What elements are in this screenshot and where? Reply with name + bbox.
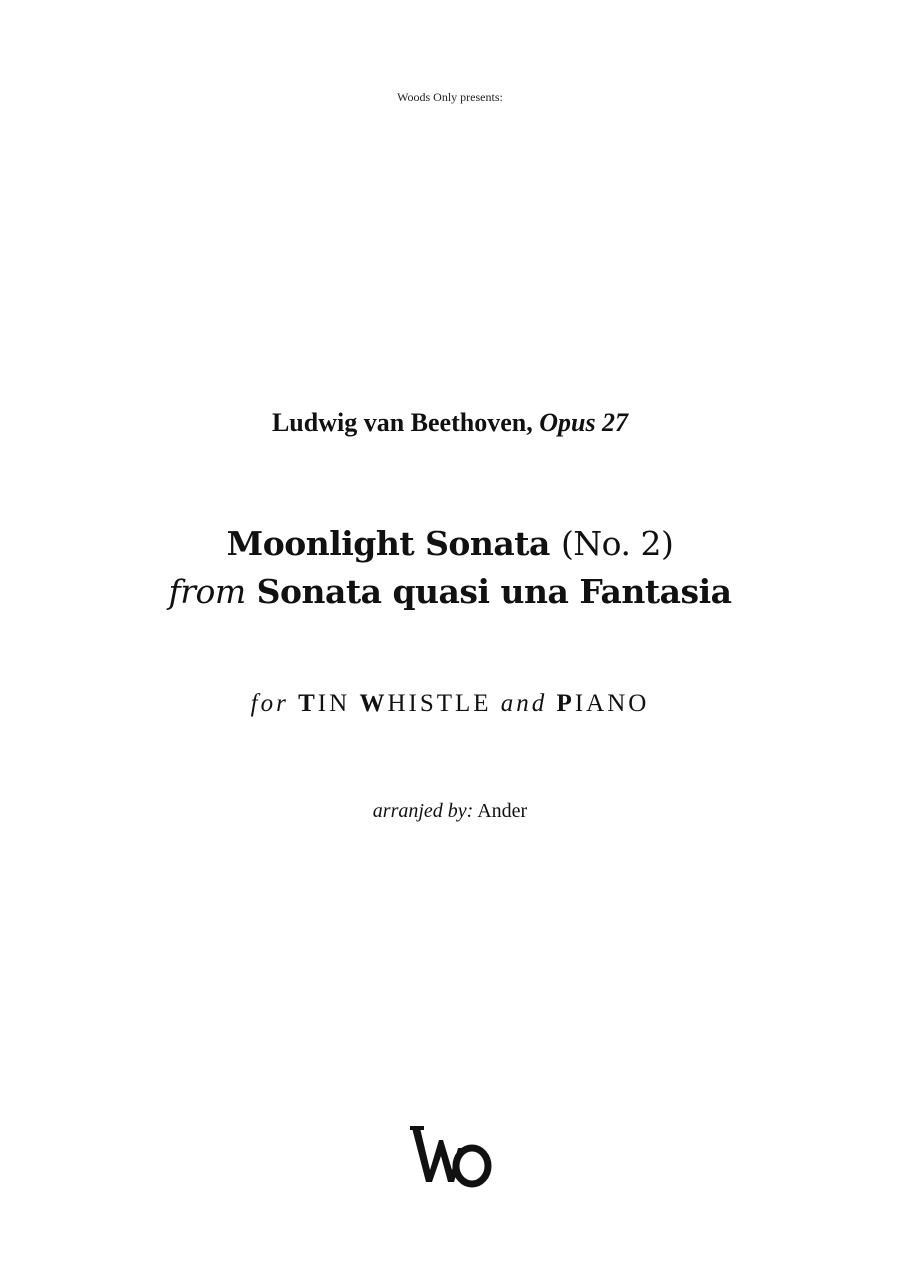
composer-name: Ludwig van Beethoven, xyxy=(271,408,533,437)
woods-only-logo-icon xyxy=(410,1122,492,1188)
instrument1-text: IN xyxy=(317,690,360,717)
arranger-label: arranjed by: xyxy=(372,800,474,822)
and-word: and xyxy=(500,690,548,717)
piece-title: Moonlight Sonata xyxy=(226,524,550,563)
instrument2-initial: P xyxy=(556,690,575,717)
opus-number: Opus 27 xyxy=(539,408,629,437)
for-word: for xyxy=(250,690,289,717)
source-title: Sonata quasi una Fantasia xyxy=(256,572,732,611)
instrument1-text2: HISTLE xyxy=(387,690,492,717)
instrumentation-line xyxy=(0,690,900,718)
instrument2-text: IANO xyxy=(574,690,650,717)
presenter-line: Woods Only presents: xyxy=(397,90,503,104)
arranger-name: Ander xyxy=(477,800,528,822)
title-line xyxy=(0,524,900,563)
composer-line xyxy=(0,408,900,438)
instrument1-initial: T xyxy=(298,690,318,717)
from-word: from xyxy=(168,572,246,611)
piece-number: (No. 2) xyxy=(560,524,674,563)
source-line xyxy=(0,572,900,611)
arranger-line xyxy=(0,800,900,823)
instrument1-initial2: W xyxy=(359,690,388,717)
